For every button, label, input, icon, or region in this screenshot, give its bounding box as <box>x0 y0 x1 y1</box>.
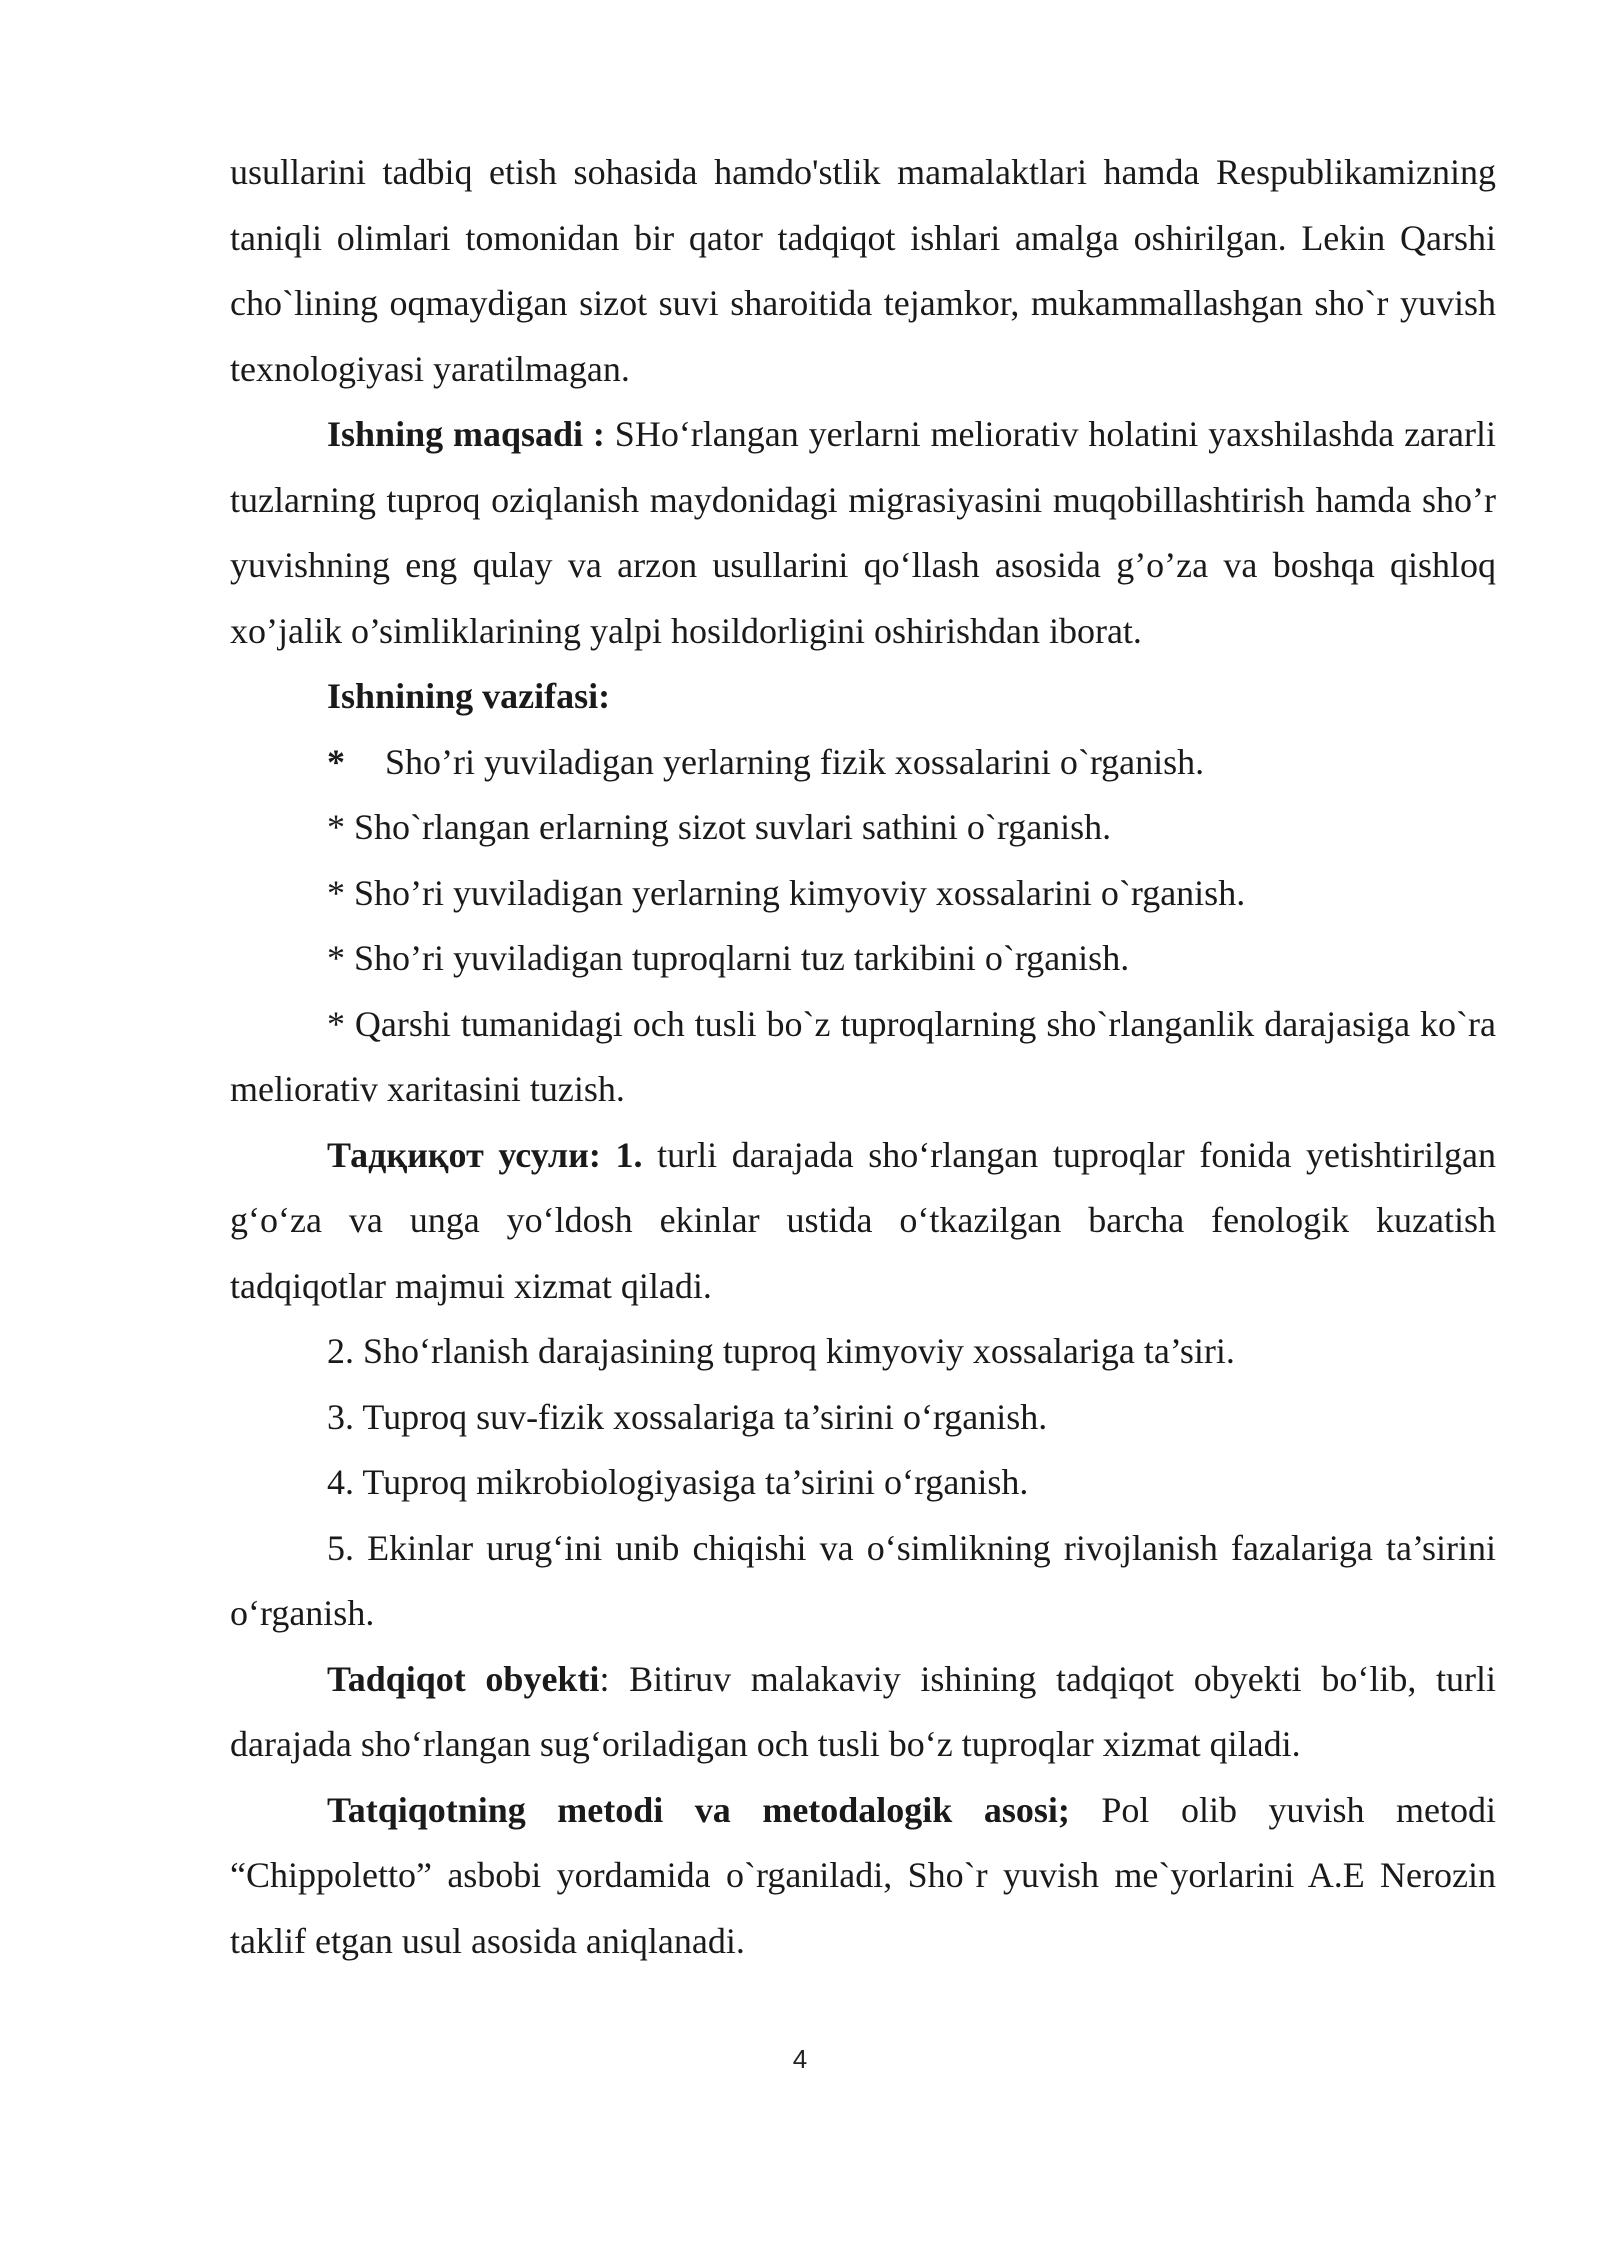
paragraph-method <box>230 1123 1496 1320</box>
task-1-text: Sho’ri yuviladigan yerlarning fizik xossalarini o`rganish. <box>385 741 1205 782</box>
method-label: Тадқиқот усули: 1. <box>327 1134 643 1175</box>
goal-text: SHo‘rlangan yerlarni meliorativ holatini yaxshilashda zararli tuzlarning tuproq oziqlanish maydonidagi migrasiyasini muqobillashtirish hamda sho’r yuvishning eng qulay va arzon usullarini qo‘llash asosida g’o’za va boshqa qishloq xo’jalik o’simliklarining yalpi hosildorligini oshirishdan iborat. <box>230 414 1496 651</box>
paragraph-intro: usullarini tadbiq etish sohasida hamdo'stlik mamalaktlari hamda Respublikamizning taniqli olimlari tomonidan bir qator tadqiqot ishlari amalga oshirilgan. Lekin Qarshi cho`lining oqmaydigan sizot suvi sharoitida tejamkor, mukammallashgan sho`r yuvish texnologiyasi yaratilmagan. <box>230 152 1496 389</box>
basis-label: Tatqiqotning metodi va metodalogik asosi; <box>327 1789 1070 1830</box>
task-item-3: * Sho’ri yuviladigan yerlarning kimyoviy xossalarini o`rganish. <box>327 872 1246 913</box>
task-item-2: * Sho`rlangan erlarning sizot suvlari sathini o`rganish. <box>327 807 1112 847</box>
task-item-5: * Qarshi tumanidagi och tusli bo`z tuproqlarning sho`rlanganlik darajasiga ko`ra meliorativ xaritasini tuzish. <box>230 1003 1496 1109</box>
tasks-label: Ishnining vazifasi: <box>327 676 611 716</box>
method-item-2: 2. Sho‘rlanish darajasining tuproq kimyoviy xossalariga ta’siri. <box>327 1331 1235 1371</box>
page-number: 4 <box>792 2044 808 2074</box>
goal-label: Ishning maqsadi : <box>327 414 605 454</box>
method-item-5: 5. Ekinlar urug‘ini unib chiqishi va o‘simlikning rivojlanish fazalariga ta’sirini o‘rganish. <box>230 1527 1496 1633</box>
method-text: turli darajada sho‘rlangan tuproqlar fonida yetishtirilgan g‘o‘za va unga yo‘ldosh ekinlar ustida o‘tkazilgan barcha fenologik kuzatish tadqiqotlar majmui xizmat qiladi. <box>230 1134 1496 1306</box>
method-item-3: 3. Tuproq suv-fizik xossalariga ta’sirini o‘rganish. <box>327 1396 1048 1437</box>
paragraph-basis <box>230 1778 1496 1975</box>
task-item-4: * Sho’ri yuviladigan tuproqlarni tuz tarkibini o`rganish. <box>327 938 1130 978</box>
task-1-bullet: * <box>327 741 345 782</box>
tasks-heading <box>230 664 1496 730</box>
paragraph-object <box>230 1647 1496 1778</box>
document-body <box>230 140 1496 1974</box>
basis-text: Pol olib yuvish metodi “Chippoletto” asbobi yordamida o`rganiladi, Sho`r yuvish me`yorlarini A.E Nerozin taklif etgan usul asosida aniqlanadi. <box>230 1789 1496 1961</box>
object-text: : Bitiruv malakaviy ishining tadqiqot obyekti bo‘lib, turli darajada sho‘rlangan sug‘oriladigan och tusli bo‘z tuproqlar xizmat qiladi. <box>230 1658 1496 1764</box>
task-item-1 <box>230 730 1496 796</box>
method-item-4: 4. Tuproq mikrobiologiyasiga ta’sirini o‘rganish. <box>327 1462 1029 1502</box>
paragraph-goal <box>230 402 1496 664</box>
object-label: Tadqiqot obyekti <box>327 1658 600 1699</box>
